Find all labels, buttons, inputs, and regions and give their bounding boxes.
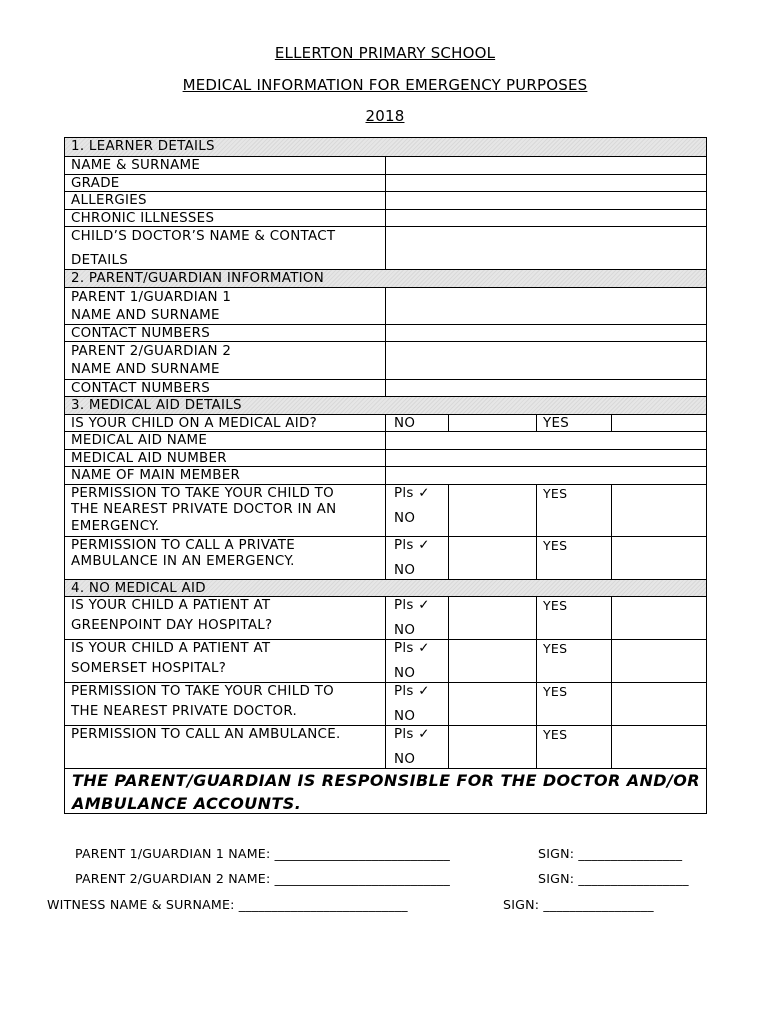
- label-line: PERMISSION TO TAKE YOUR CHILD TO: [71, 684, 334, 699]
- witness-name-line[interactable]: WITNESS NAME & SURNAME: __________________________: [47, 897, 408, 912]
- label-line: PARENT 1/GUARDIAN 1: [71, 290, 232, 305]
- option-cell: [385, 597, 448, 639]
- option-cell: [536, 537, 611, 579]
- field-label: IS YOUR CHILD ON A MEDICAL AID?: [71, 416, 318, 431]
- field-label: [65, 288, 385, 324]
- pls-tick-label: Pls ✓: [394, 727, 430, 742]
- allergies-input[interactable]: [385, 192, 706, 209]
- option-cell: [536, 485, 611, 536]
- label-line: GREENPOINT DAY HOSPITAL?: [71, 618, 273, 633]
- field-label: CHRONIC ILLNESSES: [71, 211, 215, 226]
- option-no-label: NO: [394, 666, 416, 681]
- label-line: PERMISSION TO TAKE YOUR CHILD TO: [71, 486, 334, 501]
- section-parent-guardian: [65, 269, 706, 287]
- field-label: [65, 537, 385, 579]
- option-cell: [536, 683, 611, 725]
- option-cell: [385, 726, 448, 768]
- main-member-input[interactable]: [385, 467, 706, 484]
- pls-tick-label: Pls ✓: [394, 598, 430, 613]
- table-row: [65, 174, 706, 191]
- medical-aid-number-input[interactable]: [385, 450, 706, 466]
- section-heading: 1. LEARNER DETAILS: [71, 139, 215, 154]
- table-row: [65, 536, 706, 579]
- form-title: MEDICAL INFORMATION FOR EMERGENCY PURPOSES: [182, 76, 588, 94]
- pls-tick-label: Pls ✓: [394, 538, 430, 553]
- section-medical-aid: [65, 396, 706, 414]
- table-row: [65, 226, 706, 269]
- medical-aid-name-input[interactable]: [385, 432, 706, 449]
- field-label: [65, 485, 385, 536]
- option-yes-label: YES: [543, 727, 568, 742]
- field-label: ALLERGIES: [71, 193, 147, 208]
- label-line: IS YOUR CHILD A PATIENT AT: [71, 641, 271, 656]
- field-label: NAME OF MAIN MEMBER: [71, 468, 241, 483]
- field-label: [65, 683, 385, 725]
- option-yes-label: YES: [543, 486, 568, 501]
- table-row: [65, 431, 706, 449]
- field-label: GRADE: [71, 176, 120, 191]
- greenpoint-no-box[interactable]: [448, 597, 536, 639]
- option-cell: [385, 683, 448, 725]
- option-no-label: NO: [394, 709, 416, 724]
- field-label: NAME & SURNAME: [71, 158, 201, 173]
- table-row: [65, 156, 706, 174]
- pls-tick-label: Pls ✓: [394, 684, 430, 699]
- perm-doctor-aid-yes-box[interactable]: [611, 485, 706, 536]
- table-row: [65, 191, 706, 209]
- field-label: [65, 726, 385, 768]
- option-yes-label: YES: [543, 538, 568, 553]
- perm-ambulance-aid-no-box[interactable]: [448, 537, 536, 579]
- label-line: THE NEAREST PRIVATE DOCTOR IN AN: [71, 502, 337, 517]
- learner-grade-input[interactable]: [385, 175, 706, 191]
- option-yes-label: YES: [543, 641, 568, 656]
- medical-form-table: [64, 137, 707, 814]
- section-heading: 2. PARENT/GUARDIAN INFORMATION: [71, 271, 325, 286]
- somerset-no-box[interactable]: [448, 640, 536, 682]
- label-line: NAME AND SURNAME: [71, 308, 220, 323]
- somerset-yes-box[interactable]: [611, 640, 706, 682]
- label-line: DETAILS: [71, 253, 129, 268]
- school-name: ELLERTON PRIMARY SCHOOL: [274, 44, 496, 62]
- table-row: [65, 379, 706, 396]
- parent2-name-line[interactable]: PARENT 2/GUARDIAN 2 NAME: ___________________________: [75, 871, 451, 886]
- witness-sign-line[interactable]: SIGN: _________________: [503, 897, 654, 912]
- parent1-name-input[interactable]: [385, 288, 706, 324]
- option-yes-label: YES: [543, 684, 568, 699]
- pls-tick-label: Pls ✓: [394, 641, 430, 656]
- parent1-sign-line[interactable]: SIGN: ________________: [538, 846, 683, 861]
- option-no-label: NO: [394, 511, 416, 526]
- option-yes-label: YES: [543, 598, 568, 613]
- label-line: CHILD’S DOCTOR’S NAME & CONTACT: [71, 229, 336, 244]
- label-line: PERMISSION TO CALL AN AMBULANCE.: [71, 727, 341, 742]
- chronic-illnesses-input[interactable]: [385, 210, 706, 226]
- parent2-sign-line[interactable]: SIGN: _________________: [538, 871, 689, 886]
- parent2-contact-input[interactable]: [385, 380, 706, 396]
- greenpoint-yes-box[interactable]: [611, 597, 706, 639]
- label-line: IS YOUR CHILD A PATIENT AT: [71, 598, 271, 613]
- perm-ambulance-no-aid-no-box[interactable]: [448, 726, 536, 768]
- table-row: [65, 466, 706, 484]
- section-heading: 4. NO MEDICAL AID: [71, 581, 206, 596]
- parent1-contact-input[interactable]: [385, 325, 706, 341]
- table-row: [65, 484, 706, 536]
- option-yes-label: YES: [536, 415, 611, 431]
- doctor-contact-input[interactable]: [385, 227, 706, 269]
- table-row: [65, 449, 706, 466]
- table-row: [65, 768, 706, 813]
- perm-ambulance-no-aid-yes-box[interactable]: [611, 726, 706, 768]
- table-row: [65, 682, 706, 725]
- table-row: [65, 324, 706, 341]
- field-label: CONTACT NUMBERS: [71, 326, 211, 341]
- option-cell: [536, 726, 611, 768]
- option-cell: [536, 640, 611, 682]
- field-label: MEDICAL AID NAME: [71, 433, 208, 448]
- section-heading: 3. MEDICAL AID DETAILS: [71, 398, 242, 413]
- label-line: PARENT 2/GUARDIAN 2: [71, 344, 232, 359]
- field-label: MEDICAL AID NUMBER: [71, 451, 227, 466]
- table-row: [65, 414, 706, 431]
- medical-aid-no-box[interactable]: [448, 415, 536, 431]
- learner-name-input[interactable]: [385, 157, 706, 174]
- option-no-label: NO: [394, 563, 416, 578]
- perm-doctor-aid-no-box[interactable]: [448, 485, 536, 536]
- option-cell: [385, 537, 448, 579]
- field-label: [65, 640, 385, 682]
- table-row: [65, 639, 706, 682]
- perm-doctor-no-aid-yes-box[interactable]: [611, 683, 706, 725]
- field-label: [65, 597, 385, 639]
- label-line: THE NEAREST PRIVATE DOCTOR.: [71, 704, 298, 719]
- label-line: NAME AND SURNAME: [71, 362, 220, 377]
- table-row: [65, 209, 706, 226]
- table-row: [65, 287, 706, 324]
- option-cell: [385, 485, 448, 536]
- label-line: AMBULANCE IN AN EMERGENCY.: [71, 554, 295, 569]
- section-learner-details: [65, 138, 706, 156]
- table-row: [65, 341, 706, 379]
- label-line: SOMERSET HOSPITAL?: [71, 661, 227, 676]
- section-no-medical-aid: [65, 579, 706, 596]
- parent2-name-input[interactable]: [385, 342, 706, 379]
- label-line: PERMISSION TO CALL A PRIVATE: [71, 538, 295, 553]
- option-no-label: NO: [385, 415, 448, 431]
- option-cell: [385, 640, 448, 682]
- option-cell: [536, 597, 611, 639]
- pls-tick-label: Pls ✓: [394, 486, 430, 501]
- option-no-label: NO: [394, 752, 416, 767]
- medical-aid-yes-box[interactable]: [611, 415, 706, 431]
- table-row: [65, 725, 706, 768]
- field-label: [65, 227, 385, 269]
- responsibility-note: THE PARENT/GUARDIAN IS RESPONSIBLE FOR THE DOCTOR AND/OR AMBULANCE ACCOUNTS.: [72, 771, 700, 813]
- option-no-label: NO: [394, 623, 416, 638]
- perm-doctor-no-aid-no-box[interactable]: [448, 683, 536, 725]
- table-row: [65, 596, 706, 639]
- label-line: EMERGENCY.: [71, 519, 160, 534]
- field-label: CONTACT NUMBERS: [71, 381, 211, 396]
- perm-ambulance-aid-yes-box[interactable]: [611, 537, 706, 579]
- form-year: 2018: [365, 107, 405, 125]
- field-label: [65, 342, 385, 379]
- parent1-name-line[interactable]: PARENT 1/GUARDIAN 1 NAME: ___________________________: [75, 846, 451, 861]
